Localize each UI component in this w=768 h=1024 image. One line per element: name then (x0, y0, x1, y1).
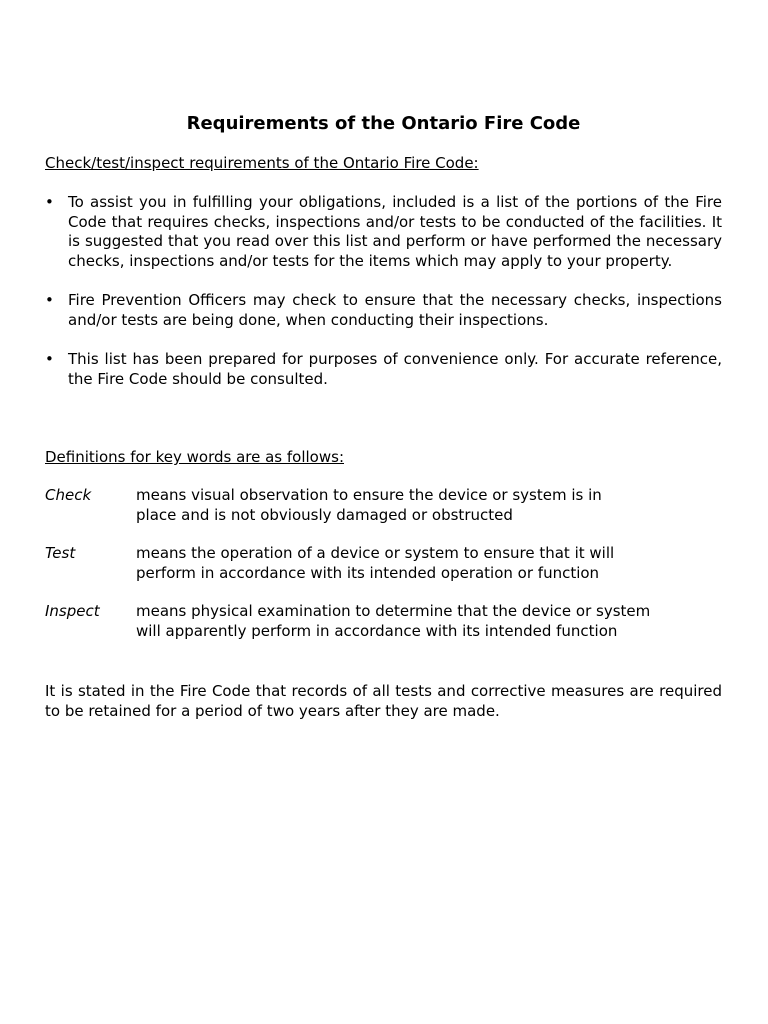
definition-text: means the operation of a device or system to ensure that it will perform in accordance with its intended operation or function (136, 544, 615, 582)
definition-text: means visual observation to ensure the device or system is in place and is not obviously damaged or obstructed (136, 486, 602, 524)
section-heading-definitions: Definitions for key words are as follows: (45, 448, 344, 466)
document-title: Requirements of the Ontario Fire Code (186, 113, 581, 134)
requirements-bullet-list (45, 193, 722, 409)
definition-term: Test (45, 544, 76, 562)
definition-term: Check (45, 486, 92, 504)
definition-row (45, 544, 722, 583)
bullet-item (45, 350, 722, 389)
bullet-item (45, 291, 722, 330)
definition-term: Inspect (45, 602, 100, 620)
bullet-text: This list has been prepared for purposes of convenience only. For accurate reference, the Fire Code should be consulted. (68, 350, 722, 388)
section-heading-requirements: Check/test/inspect requirements of the Ontario Fire Code: (45, 154, 479, 172)
definitions-list (45, 486, 722, 660)
bullet-marker: • (45, 193, 54, 211)
definition-text: means physical examination to determine that the device or system will apparently perform in accordance with its intended function (136, 602, 651, 640)
bullet-item (45, 193, 722, 271)
definition-row (45, 486, 722, 525)
bullet-text: To assist you in fulfilling your obligations, included is a list of the portions of the Fire Code that requires checks, inspections and/or tests to be conducted of the facilities. It is suggested that you read over this list and perform or have performed the necessary checks, inspections and/or tests for the items which may apply to your property. (68, 193, 722, 270)
closing-paragraph: It is stated in the Fire Code that records of all tests and corrective measures are required to be retained for a period of two years after they are made. (45, 682, 722, 720)
bullet-text: Fire Prevention Officers may check to ensure that the necessary checks, inspections and/or tests are being done, when conducting their inspections. (68, 291, 722, 329)
bullet-marker: • (45, 291, 54, 309)
bullet-marker: • (45, 350, 54, 368)
definition-row (45, 602, 722, 641)
